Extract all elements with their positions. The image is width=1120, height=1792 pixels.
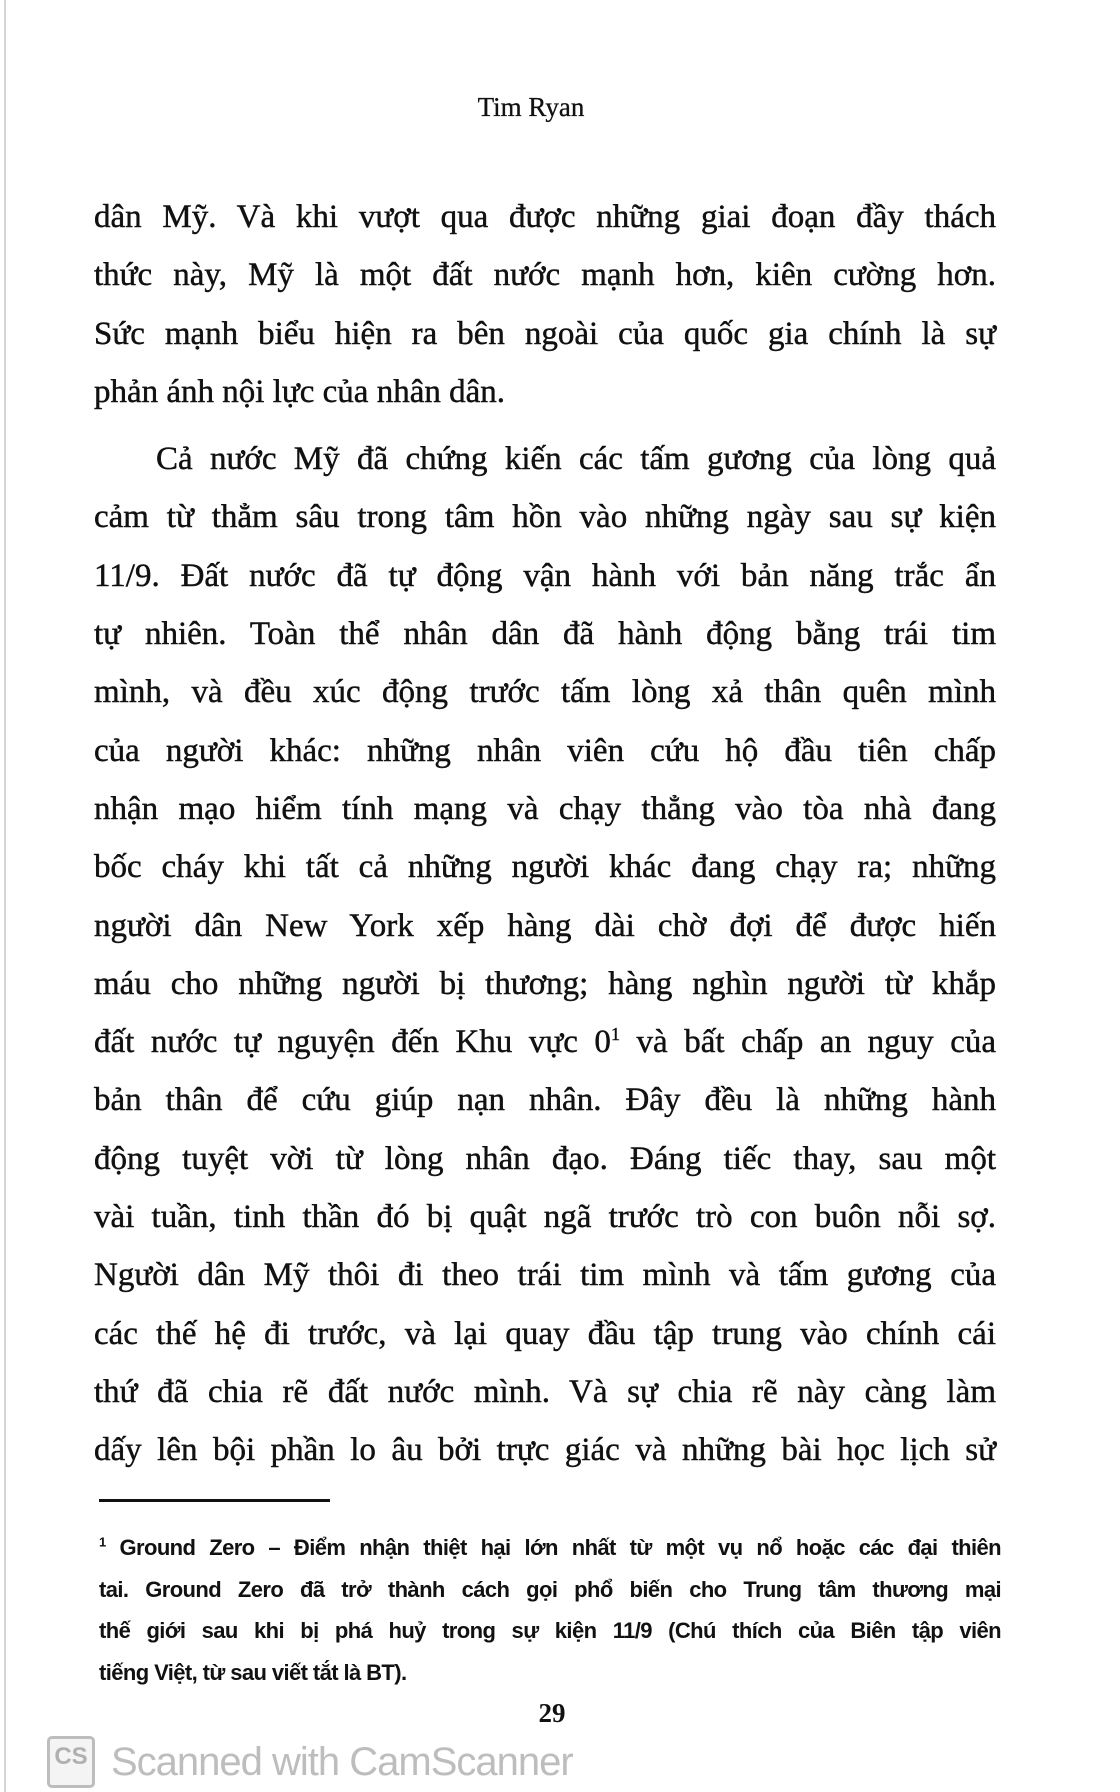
camscanner-logo-icon: CS: [47, 1736, 95, 1788]
text-line: phản ánh nội lực của nhân dân.: [94, 373, 506, 410]
footnote-divider: [99, 1499, 330, 1502]
text-line: các thế hệ đi trước, và lại quay đầu tập trung vào chính cái: [94, 1315, 996, 1352]
text-line: thứ đã chia rẽ đất nước mình. Và sự chia rẽ này càng làm: [94, 1373, 996, 1410]
footnote-reference[interactable]: 1: [610, 1024, 620, 1045]
scan-edge: [4, 0, 6, 1792]
footnote-line: thế giới sau khi bị phá huỷ trong sự kiện 11/9 (Chú thích của Biên tập viên: [99, 1618, 1001, 1643]
footnote: [99, 1527, 1001, 1693]
text-line: của người khác: những nhân viên cứu hộ đầu tiên chấp: [94, 732, 996, 769]
text-line: Người dân Mỹ thôi đi theo trái tim mình và tấm gương của: [94, 1257, 996, 1294]
page-number: 29: [538, 1698, 566, 1728]
text-line: Cả nước Mỹ đã chứng kiến các tấm gương của lòng quả: [156, 441, 996, 478]
footnote-line: tiếng Việt, từ sau viết tắt là BT).: [99, 1659, 407, 1685]
body-text: [94, 188, 996, 1480]
text-line: tự nhiên. Toàn thể nhân dân đã hành động bằng trái tim: [94, 616, 996, 653]
text-line: bản thân để cứu giúp nạn nhân. Đây đều là những hành: [94, 1082, 996, 1119]
footnote-line: [99, 1527, 1001, 1569]
footnote-marker: 1: [99, 1534, 106, 1550]
text-line: dân Mỹ. Và khi vượt qua được những giai đoạn đầy thách: [94, 199, 996, 235]
text-line: động tuyệt vời từ lòng nhân đạo. Đáng tiếc thay, sau một: [94, 1140, 996, 1177]
text-line: người dân New York xếp hàng dài chờ đợi để được hiến: [94, 907, 996, 944]
footnote-line: tai. Ground Zero đã trở thành cách gọi phổ biến cho Trung tâm thương mại: [99, 1576, 1001, 1602]
text-line: dấy lên bội phần lo âu bởi trực giác và những bài học lịch sử: [94, 1432, 996, 1469]
text-line: mình, và đều xúc động trước tấm lòng xả thân quên mình: [94, 674, 996, 711]
text-segment: và bất chấp an nguy của: [619, 1024, 996, 1061]
text-line: Sức mạnh biểu hiện ra bên ngoài của quốc gia chính là sự: [94, 315, 996, 352]
text-line: máu cho những người bị thương; hàng nghìn người từ khắp: [94, 965, 996, 1002]
text-line: nhận mạo hiểm tính mạng và chạy thẳng vào tòa nhà đang: [94, 790, 996, 827]
text-line: 11/9. Đất nước đã tự động vận hành với bản năng trắc ẩn: [94, 557, 996, 594]
watermark-text: Scanned with CamScanner: [111, 1740, 573, 1784]
text-line: vài tuần, tinh thần đó bị quật ngã trước trò con buôn nỗi sợ.: [94, 1199, 996, 1236]
text-line: thức này, Mỹ là một đất nước mạnh hơn, kiên cường hơn.: [94, 257, 996, 294]
footnote-text: Ground Zero – Điểm nhận thiệt hại lớn nhất từ một vụ nổ hoặc các đại thiên: [105, 1535, 1001, 1560]
text-line: bốc cháy khi tất cả những người khác đang chạy ra; những: [94, 849, 996, 886]
text-line: [94, 1013, 996, 1071]
camscanner-watermark: [47, 1736, 573, 1788]
running-header: Tim Ryan: [477, 92, 585, 122]
text-line: cảm từ thẳm sâu trong tâm hồn vào những ngày sau sự kiện: [94, 499, 996, 536]
text-segment: đất nước tự nguyện đến Khu vực 0: [94, 1024, 611, 1061]
